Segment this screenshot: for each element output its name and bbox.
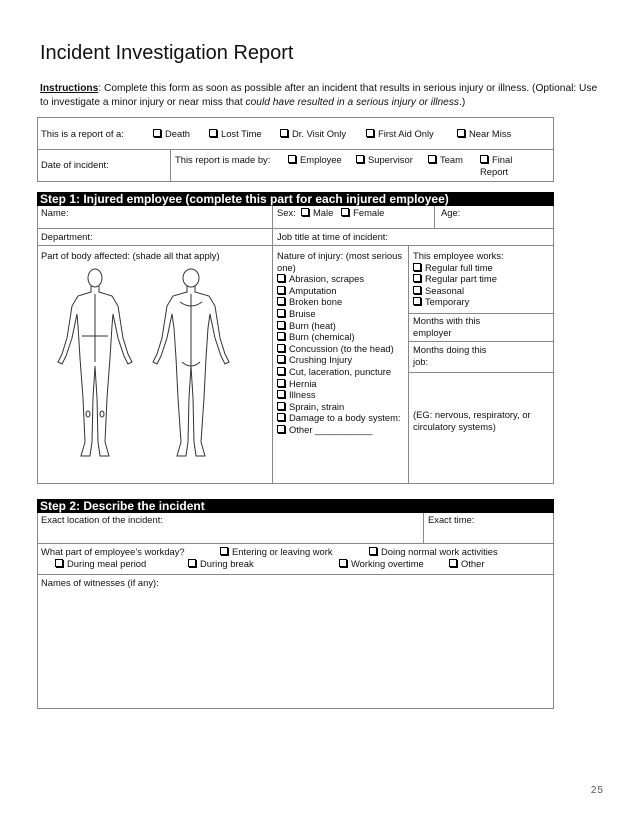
checkbox-burn-chemical[interactable]: Burn (chemical) [277, 331, 405, 343]
checkbox-seasonal[interactable]: Seasonal [413, 285, 551, 297]
final-report-wrap [175, 166, 178, 178]
checkbox-death[interactable]: Death [153, 128, 190, 140]
nature-of-injury [277, 250, 405, 436]
checkbox-hernia[interactable]: Hernia [277, 378, 405, 390]
checkbox-employee[interactable]: Employee [288, 154, 342, 166]
checkbox-first-aid[interactable]: First Aid Only [366, 128, 434, 140]
body-diagram[interactable] [52, 266, 236, 464]
department-label: Department: [41, 231, 93, 242]
nature-label: Nature of injury: (most serious one) [277, 250, 403, 273]
sex-label-text: Sex: [277, 207, 296, 218]
checkbox-amputation[interactable]: Amputation [277, 285, 405, 297]
checkbox-crushing[interactable]: Crushing Injury [277, 354, 405, 366]
checkbox-normal-work[interactable]: Doing normal work activities [369, 546, 498, 558]
checkbox-illness[interactable]: Illness [277, 389, 405, 401]
step2-header: Step 2: Describe the incident [37, 499, 554, 513]
employee-works [413, 250, 551, 308]
page-number: 25 [590, 785, 604, 796]
checkbox-abrasion[interactable]: Abrasion, scrapes [277, 273, 405, 285]
checkbox-entering-leaving[interactable]: Entering or leaving work [220, 546, 333, 558]
months-job-label: Months doing this job: [413, 344, 487, 367]
eg-note: (EG: nervous, respiratory, or circulatory systems) [413, 409, 531, 432]
checkbox-near-miss[interactable]: Near Miss [457, 128, 511, 140]
checkbox-male[interactable]: Male [301, 207, 333, 218]
age-label: Age: [441, 207, 461, 218]
instructions [40, 82, 605, 109]
location-label: Exact location of the incident: [41, 514, 163, 525]
name-label: Name: [41, 207, 69, 218]
checkbox-lost-time[interactable]: Lost Time [209, 128, 262, 140]
time-label: Exact time: [428, 514, 475, 525]
checkbox-body-system[interactable]: Damage to a body system: [277, 412, 405, 424]
made-by-label: This report is made by: [175, 154, 271, 165]
instructions-text: : Complete this form as soon as possible after an incident that results in serious injury or illness. (Optional: Use to investigate a minor injury or near miss that [40, 83, 598, 108]
checkbox-team[interactable]: Team [428, 154, 463, 166]
works-label: This employee works: [413, 250, 504, 261]
sex-label [277, 207, 384, 219]
checkbox-break[interactable]: During break [188, 558, 254, 570]
checkbox-burn-heat[interactable]: Burn (heat) [277, 320, 405, 332]
checkbox-overtime[interactable]: Working overtime [339, 558, 424, 570]
checkbox-other-workday[interactable]: Other [449, 558, 484, 570]
front-body-figure[interactable] [58, 269, 132, 456]
step1-header: Step 1: Injured employee (complete this part for each injured employee) [37, 192, 554, 206]
instructions-end: .) [459, 96, 466, 108]
checkbox-full-time[interactable]: Regular full time [413, 262, 551, 274]
checkbox-meal-period[interactable]: During meal period [55, 558, 146, 570]
back-body-figure[interactable] [153, 269, 229, 456]
checkbox-concussion[interactable]: Concussion (to the head) [277, 343, 405, 355]
checkbox-temporary[interactable]: Temporary [413, 296, 551, 308]
checkbox-sprain[interactable]: Sprain, strain [277, 401, 405, 413]
checkbox-broken-bone[interactable]: Broken bone [277, 296, 405, 308]
body-part-label: Part of body affected: (shade all that apply) [41, 250, 220, 261]
checkbox-female[interactable]: Female [341, 207, 384, 218]
checkbox-supervisor[interactable]: Supervisor [356, 154, 413, 166]
witnesses-label: Names of witnesses (if any): [41, 577, 159, 588]
report-type-label: This is a report of a: [41, 128, 124, 139]
checkbox-dr-visit[interactable]: Dr. Visit Only [280, 128, 346, 140]
instructions-italic: could have resulted in a serious injury or illness [245, 96, 460, 108]
checkbox-cut[interactable]: Cut, laceration, puncture [277, 366, 405, 378]
workday-label: What part of employee’s workday? [41, 546, 185, 557]
checkbox-part-time[interactable]: Regular part time [413, 273, 551, 285]
job-title-label: Job title at time of incident: [277, 231, 388, 242]
page-title: Incident Investigation Report [40, 42, 294, 64]
months-employer-label: Months with this employer [413, 315, 481, 338]
instructions-label: Instructions [40, 83, 99, 94]
checkbox-final-report[interactable]: Final Report [480, 154, 522, 177]
date-of-incident-label: Date of incident: [41, 159, 109, 170]
checkbox-other-injury[interactable]: Other ___________ [277, 424, 405, 436]
checkbox-bruise[interactable]: Bruise [277, 308, 405, 320]
